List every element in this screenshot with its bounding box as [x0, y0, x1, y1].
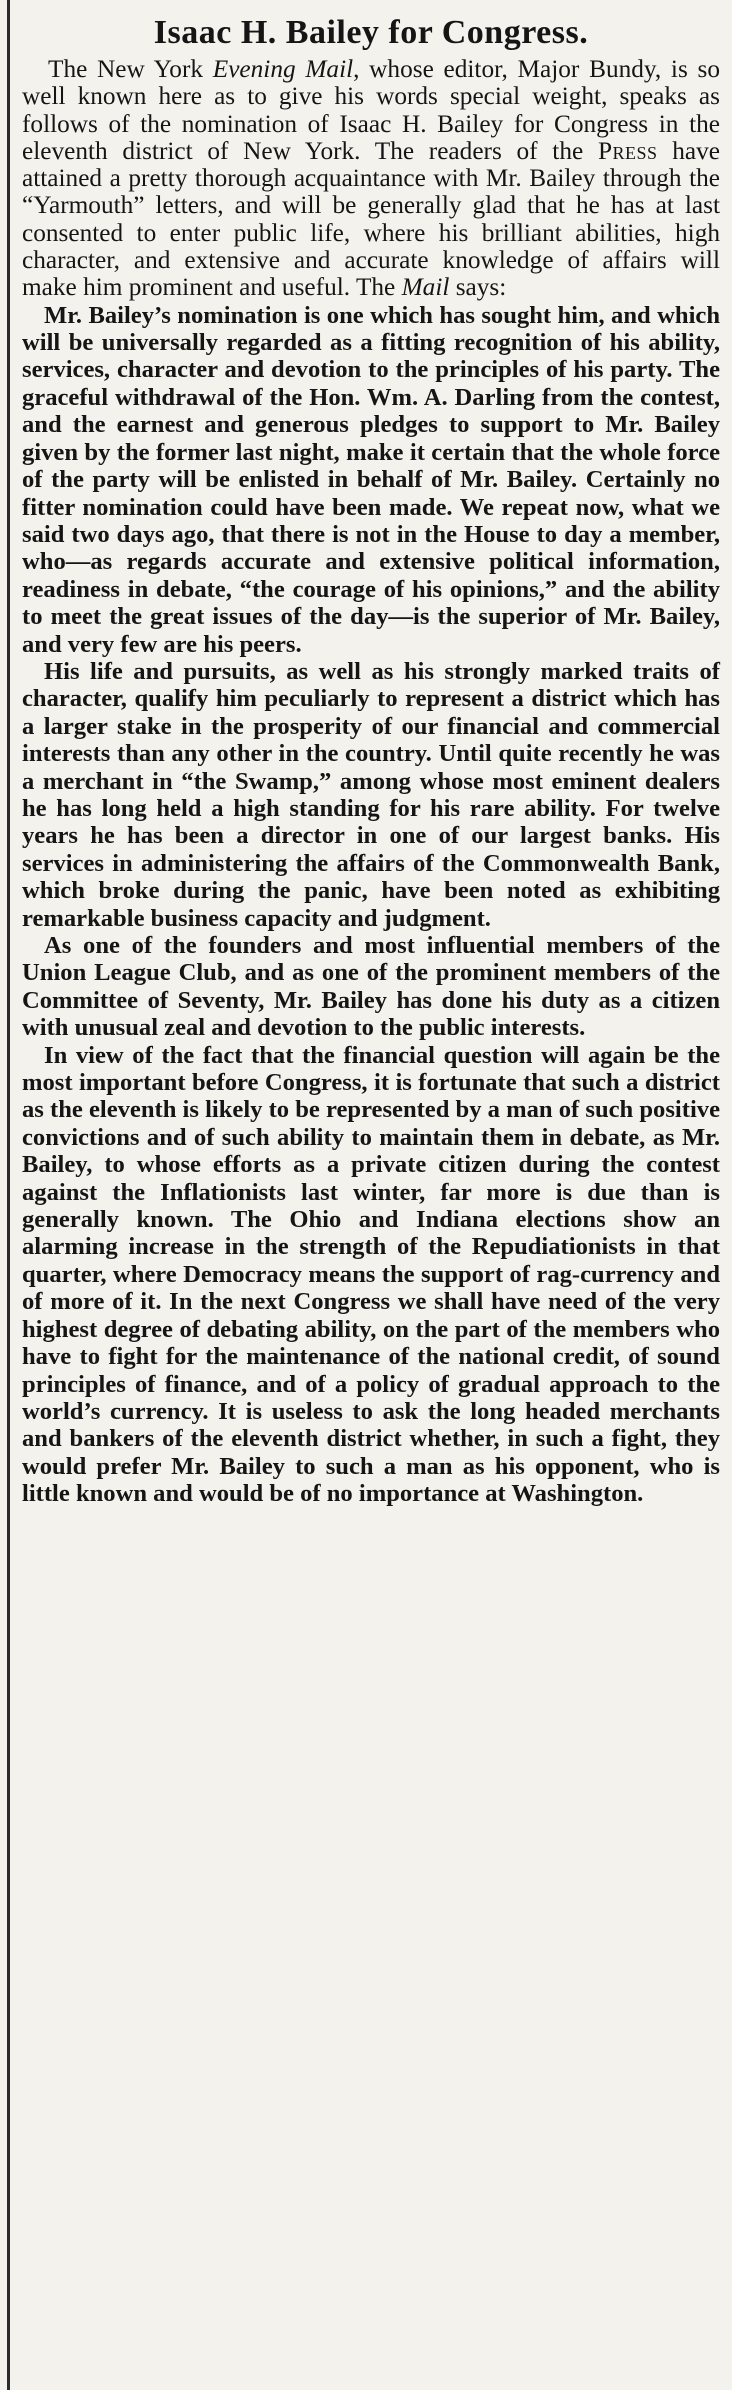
quoted-paragraph-1: Mr. Bailey’s nomination is one which has sought him, and which will be universally regarded as a fitting recognition of his ability, services, character and devotion to the principles of his party. The graceful withdrawal of the Hon. Wm. A. Darling from the contest, and the earnest and generous pledges to support to Mr. Bailey given by the former last night, make it certain that the whole force of the party will be enlisted in behalf of Mr. Bailey. Certainly no fitter nomination could have been made. We repeat now, what we said two days ago, that there is not in the House to day a member, who—as regards accurate and extensive political information, readiness in debate, “the courage of his opinions,” and the ability to meet the great issues of the day—is the superior of Mr. Bailey, and very few are his peers. [22, 301, 720, 658]
intro-text-3: have attained a pretty thorough acquaintance with Mr. Bailey through the “Yarmouth” letters, and will be generally glad that he has at last consented to enter public life, where his brilliant abilities, high character, and extensive and accurate knowledge of affairs will make him prominent and useful. The [22, 136, 720, 302]
column-rule [7, 0, 10, 2390]
intro-text-1: The New York [48, 55, 213, 83]
headline: Isaac H. Bailey for Congress. [153, 14, 589, 51]
press-name: Press [597, 136, 658, 165]
quoted-paragraph-4: In view of the fact that the financial question will again be the most important before Congress, it is fortunate that such a district as the eleventh is likely to be represented by a man of such positive convictions and of such ability to maintain them in debate, as Mr. Bailey, to whose efforts as a private citizen during the contest against the Inflationists last winter, far more is due than is generally known. The Ohio and Indiana elections show an alarming increase in the strength of the Repudiationists in that quarter, where Democracy means the support of rag-currency and of more of it. In the next Congress we shall have need of the very highest degree of debating ability, on the part of the members who have to fight for the maintenance of the national credit, of sound principles of finance, and of a policy of gradual approach to the world’s currency. It is useless to ask the long headed merchants and bankers of the eleventh district whether, in such a fight, they would prefer Mr. Bailey to such a man as his opponent, who is little known and would be of no importance at Washington. [22, 1041, 720, 1508]
quoted-paragraph-2: His life and pursuits, as well as his strongly marked traits of character, qualify him peculiarly to represent a district which has a larger stake in the prosperity of our financial and commercial interests than any other in the country. Until quite recently he was a merchant in “the Swamp,” among whose most eminent dealers he has long held a high standing for his rare ability. For twelve years he has been a director in one of our largest banks. His services in administering the affairs of the Commonwealth Bank, which broke during the panic, have been noted as exhibiting remarkable business capacity and judgment. [22, 657, 720, 932]
quoted-paragraph-3: As one of the founders and most influential members of the Union League Club, and as one of the prominent members of the Committee of Seventy, Mr. Bailey has done his duty as a citizen with unusual zeal and devotion to the public interests. [22, 932, 720, 1042]
paper-name: Evening Mail [212, 55, 354, 83]
mail-name: Mail [401, 273, 450, 302]
intro-text-4: says: [449, 273, 507, 302]
intro-paragraph [22, 56, 720, 302]
intro-text-2: , whose editor, Major Bundy, is so well known here as to give his words special weight, speaks as follows of the nomination of Isaac H. Bailey for Congress in the eleventh district of New York. The readers of the [22, 55, 721, 165]
